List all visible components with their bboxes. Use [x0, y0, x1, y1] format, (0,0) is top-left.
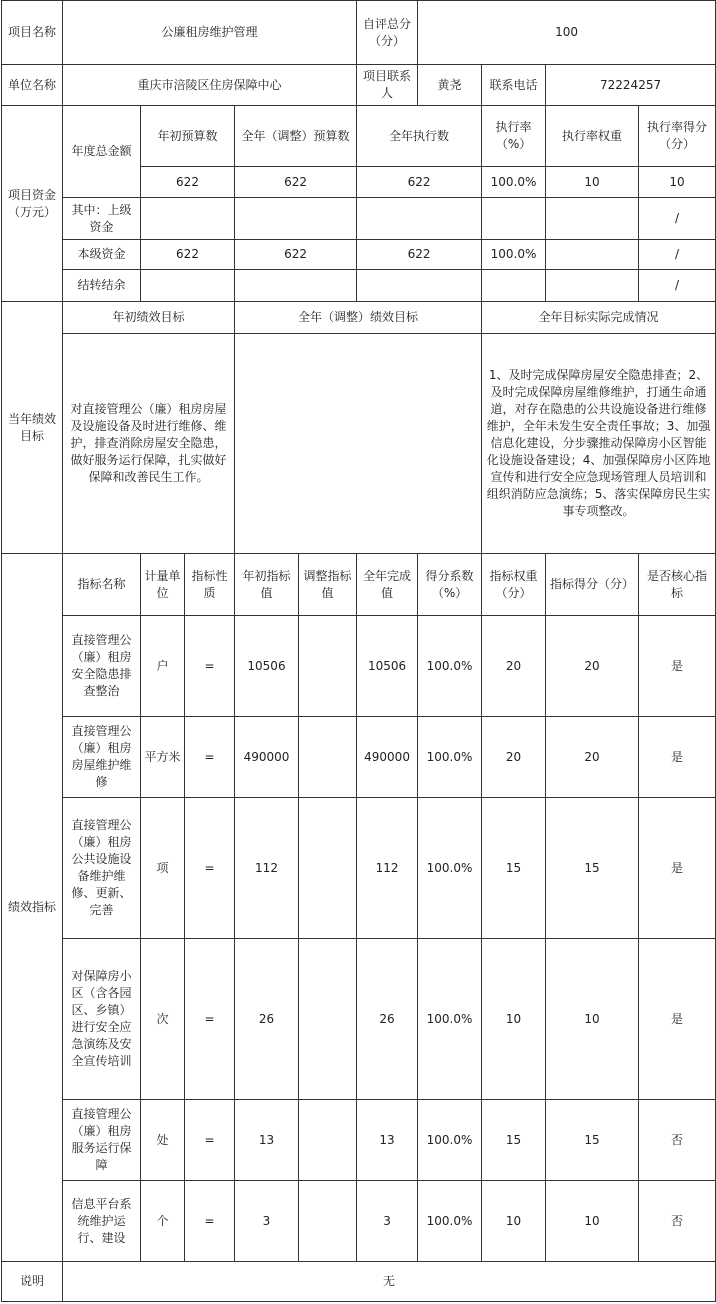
funds-carry-score: /	[639, 270, 716, 302]
indicator-score: 20	[546, 717, 639, 798]
indicator-score: 10	[546, 939, 639, 1100]
goals-section-label: 当年绩效目标	[2, 302, 63, 554]
note-label: 说明	[2, 1262, 63, 1302]
indicator-coef: 100.0%	[418, 939, 482, 1100]
indicator-unit: 平方米	[141, 717, 185, 798]
unit-row	[2, 65, 716, 106]
project-name-row	[2, 1, 716, 65]
ind-col-score: 指标得分（分）	[546, 554, 639, 616]
indicator-actual: 10506	[357, 616, 418, 717]
funds-carry-rate	[482, 270, 546, 302]
goals-adjusted-text	[235, 334, 482, 554]
funds-total-initial: 622	[141, 167, 235, 198]
funds-local-label: 本级资金	[63, 240, 141, 270]
funds-local-executed: 622	[357, 240, 482, 270]
funds-total-score: 10	[639, 167, 716, 198]
indicator-initial: 13	[235, 1100, 299, 1181]
ind-col-core: 是否核心指标	[639, 554, 716, 616]
indicator-name: 对保障房小区（含各园区、乡镇）进行安全应急演练及安全宣传培训	[63, 939, 141, 1100]
project-name-value: 公廉租房维护管理	[63, 1, 357, 65]
indicator-weight: 15	[482, 1100, 546, 1181]
indicator-actual: 490000	[357, 717, 418, 798]
indicator-core: 否	[639, 1181, 716, 1262]
indicator-unit: 项	[141, 798, 185, 939]
project-name-label: 项目名称	[2, 1, 63, 65]
ind-col-adjusted: 调整指标值	[299, 554, 357, 616]
contact-label: 项目联系人	[357, 65, 418, 106]
goals-initial-text: 对直接管理公（廉）租房房屋及设施设备及时进行维修、维护，排查消除房屋安全隐患，做好服务运行保障，扎实做好保障和改善民生工作。	[63, 334, 235, 554]
indicator-unit: 户	[141, 616, 185, 717]
ind-col-coef: 得分系数（%）	[418, 554, 482, 616]
ind-col-initial: 年初指标值	[235, 554, 299, 616]
funds-total-weight: 10	[546, 167, 639, 198]
funds-local-initial: 622	[141, 240, 235, 270]
funds-carry-executed	[357, 270, 482, 302]
indicator-nature: =	[185, 798, 235, 939]
indicator-name: 信息平台系统维护运行、建设	[63, 1181, 141, 1262]
indicator-initial: 112	[235, 798, 299, 939]
indicators-header-row	[2, 554, 716, 616]
note-row	[2, 1262, 716, 1302]
indicator-adjusted	[299, 616, 357, 717]
funds-local-rate: 100.0%	[482, 240, 546, 270]
indicator-score: 10	[546, 1181, 639, 1262]
indicator-coef: 100.0%	[418, 798, 482, 939]
phone-label: 联系电话	[482, 65, 546, 106]
ind-col-unit: 计量单位	[141, 554, 185, 616]
goals-content-row	[2, 334, 716, 554]
funds-upper-score: /	[639, 198, 716, 240]
indicator-weight: 10	[482, 1181, 546, 1262]
indicator-coef: 100.0%	[418, 717, 482, 798]
indicator-actual: 26	[357, 939, 418, 1100]
indicator-nature: =	[185, 1100, 235, 1181]
indicator-weight: 20	[482, 616, 546, 717]
indicator-core: 否	[639, 1100, 716, 1181]
goals-actual-text: 1、及时完成保障房屋安全隐患排查；2、及时完成保障房屋维修维护，打通生命通道，对存在隐患的公共设施设备进行维修维护，全年未发生安全责任事故；3、加强信息化建设，分步骤推动保障房小区智能化设施设备建设；4、加强保障房小区阵地宣传和进行安全应急现场管理人员培训和组织消防应急演练；5、落实保障房民生实事专项整改。	[482, 334, 716, 554]
funds-carry-initial	[141, 270, 235, 302]
funds-upper-initial	[141, 198, 235, 240]
funds-upper-weight	[546, 198, 639, 240]
funds-carry-row	[2, 270, 716, 302]
goals-col-adjusted: 全年（调整）绩效目标	[235, 302, 482, 334]
indicator-name: 直接管理公（廉）租房服务运行保障	[63, 1100, 141, 1181]
indicator-initial: 490000	[235, 717, 299, 798]
funds-local-weight	[546, 240, 639, 270]
funds-upper-row	[2, 198, 716, 240]
funds-carry-weight	[546, 270, 639, 302]
funds-upper-adjusted	[235, 198, 357, 240]
goals-header-row	[2, 302, 716, 334]
indicator-name: 直接管理公（廉）租房房屋维护维修	[63, 717, 141, 798]
funds-col-exec-rate: 执行率（%）	[482, 106, 546, 167]
funds-upper-rate	[482, 198, 546, 240]
indicator-nature: =	[185, 616, 235, 717]
indicator-nature: =	[185, 939, 235, 1100]
self-score-value: 100	[418, 1, 716, 65]
indicator-actual: 13	[357, 1100, 418, 1181]
indicator-nature: =	[185, 1181, 235, 1262]
indicator-name: 直接管理公（廉）租房公共设施设备维护维修、更新、完善	[63, 798, 141, 939]
funds-col-year-total: 年度总金额	[63, 106, 141, 198]
indicator-adjusted	[299, 798, 357, 939]
funds-upper-label: 其中：上级资金	[63, 198, 141, 240]
table-row	[2, 939, 716, 1100]
funds-carry-adjusted	[235, 270, 357, 302]
table-row	[2, 798, 716, 939]
indicator-adjusted	[299, 717, 357, 798]
funds-col-adjusted-budget: 全年（调整）预算数	[235, 106, 357, 167]
contact-name: 黄尧	[418, 65, 482, 106]
indicator-actual: 112	[357, 798, 418, 939]
ind-col-name: 指标名称	[63, 554, 141, 616]
indicator-coef: 100.0%	[418, 1181, 482, 1262]
indicator-initial: 3	[235, 1181, 299, 1262]
indicator-core: 是	[639, 939, 716, 1100]
funds-col-exec-weight: 执行率权重	[546, 106, 639, 167]
funds-local-adjusted: 622	[235, 240, 357, 270]
funds-total-rate: 100.0%	[482, 167, 546, 198]
indicator-core: 是	[639, 798, 716, 939]
funds-upper-executed	[357, 198, 482, 240]
funds-col-executed: 全年执行数	[357, 106, 482, 167]
indicator-adjusted	[299, 1181, 357, 1262]
table-row	[2, 717, 716, 798]
ind-col-weight: 指标权重（分）	[482, 554, 546, 616]
indicator-weight: 10	[482, 939, 546, 1100]
indicator-score: 15	[546, 1100, 639, 1181]
funds-local-row	[2, 240, 716, 270]
indicator-unit: 处	[141, 1100, 185, 1181]
indicator-unit: 次	[141, 939, 185, 1100]
table-row	[2, 1100, 716, 1181]
note-value: 无	[63, 1262, 716, 1302]
table-row	[2, 616, 716, 717]
indicator-coef: 100.0%	[418, 1100, 482, 1181]
indicators-section-label: 绩效指标	[2, 554, 63, 1262]
phone-value: 72224257	[546, 65, 716, 106]
indicator-initial: 10506	[235, 616, 299, 717]
indicator-initial: 26	[235, 939, 299, 1100]
funds-section-label: 项目资金（万元）	[2, 106, 63, 302]
indicator-unit: 个	[141, 1181, 185, 1262]
indicator-name: 直接管理公（廉）租房安全隐患排查整治	[63, 616, 141, 717]
indicator-score: 20	[546, 616, 639, 717]
funds-carry-label: 结转结余	[63, 270, 141, 302]
funds-header-row	[2, 106, 716, 167]
table-row	[2, 1181, 716, 1262]
goals-col-actual: 全年目标实际完成情况	[482, 302, 716, 334]
indicator-nature: =	[185, 717, 235, 798]
goals-col-initial: 年初绩效目标	[63, 302, 235, 334]
indicator-weight: 15	[482, 798, 546, 939]
funds-total-adjusted: 622	[235, 167, 357, 198]
indicator-core: 是	[639, 616, 716, 717]
self-score-label: 自评总分（分）	[357, 1, 418, 65]
funds-col-initial-budget: 年初预算数	[141, 106, 235, 167]
indicator-actual: 3	[357, 1181, 418, 1262]
indicator-score: 15	[546, 798, 639, 939]
unit-label: 单位名称	[2, 65, 63, 106]
funds-total-executed: 622	[357, 167, 482, 198]
funds-col-exec-score: 执行率得分（分）	[639, 106, 716, 167]
indicator-coef: 100.0%	[418, 616, 482, 717]
indicator-core: 是	[639, 717, 716, 798]
indicator-adjusted	[299, 939, 357, 1100]
indicator-weight: 20	[482, 717, 546, 798]
unit-name: 重庆市涪陵区住房保障中心	[63, 65, 357, 106]
funds-local-score: /	[639, 240, 716, 270]
ind-col-actual: 全年完成值	[357, 554, 418, 616]
performance-evaluation-table	[1, 0, 716, 1302]
indicator-adjusted	[299, 1100, 357, 1181]
ind-col-nature: 指标性质	[185, 554, 235, 616]
